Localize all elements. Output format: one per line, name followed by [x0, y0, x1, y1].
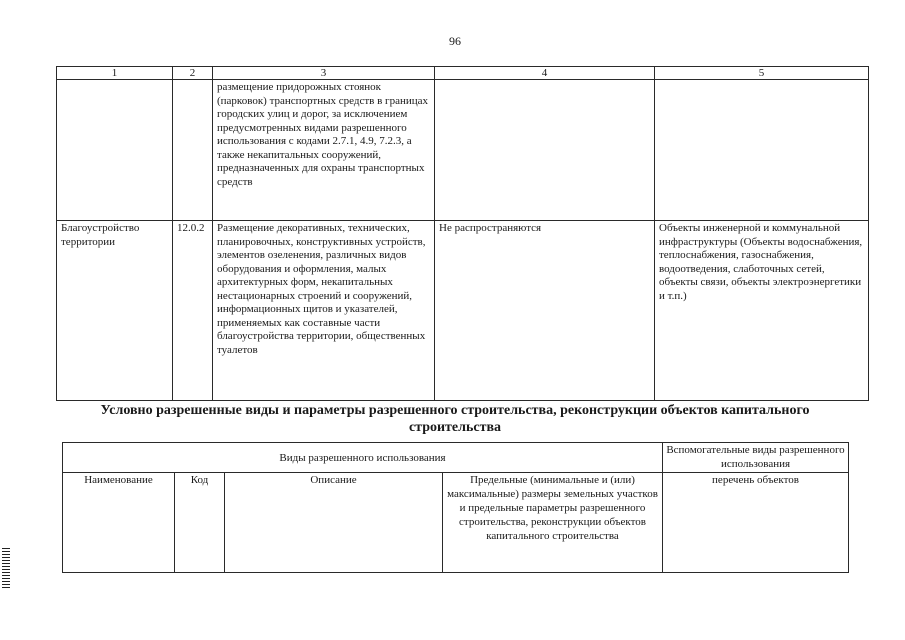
column-number-row — [57, 67, 869, 80]
column-header-row — [63, 473, 849, 573]
use-name-cell: Благоустройство территории — [57, 221, 173, 401]
use-params-cell — [435, 80, 655, 221]
aux-uses-header: Вспомогательные виды разрешенного использования — [663, 443, 849, 473]
name-column-header: Наименование — [63, 473, 175, 573]
use-aux-cell: Объекты инженерной и коммунальной инфраструктуры (Объекты водоснабжения, теплоснабжения, газоснабжения, водоотведения, слаботочных сетей, объекты связи, объекты электроэнергетики и т.п.) — [655, 221, 869, 401]
use-description-cell: Размещение декоративных, технических, планировочных, конструктивных устройств, элементов озеленения, различных видов оборудования и оформления, малых архитектурных форм, некапитальных нестационарных строений и сооружений, информационных щитов и указателей, применяемых как составные части благоустройства территории, общественных туалетов — [213, 221, 435, 401]
use-description-cell: размещение придорожных стоянок (парковок) транспортных средств в границах городских улиц и дорог, за исключением предусмотренных видами разрешенного использования с кодами 2.7.1, 4.9, 7.2.3, а также некапитальных сооружений, предназначенных для охраны транспортных средств — [213, 80, 435, 221]
page-number: 96 — [449, 34, 461, 48]
column-number-5: 5 — [655, 67, 869, 80]
objects-column-header: перечень объектов — [663, 473, 849, 573]
column-number-1: 1 — [57, 67, 173, 80]
permitted-uses-table — [56, 66, 869, 401]
scan-edge-mark — [2, 548, 10, 588]
code-column-header: Код — [175, 473, 225, 573]
conditional-uses-table — [62, 442, 849, 573]
section-heading: Условно разрешенные виды и параметры разрешенного строительства, реконструкции объектов капитального строительства — [100, 403, 810, 435]
use-params-cell: Не распространяются — [435, 221, 655, 401]
params-column-header: Предельные (минимальные и (или) максимальные) размеры земельных участков и предельные параметры разрешенного строительства, реконструкции объектов капитального строительства — [443, 473, 663, 573]
header-row — [63, 443, 849, 473]
use-aux-cell — [655, 80, 869, 221]
description-column-header: Описание — [225, 473, 443, 573]
column-number-4: 4 — [435, 67, 655, 80]
table-row — [57, 80, 869, 221]
use-code-cell: 12.0.2 — [173, 221, 213, 401]
use-name-cell — [57, 80, 173, 221]
table-row — [57, 221, 869, 401]
column-number-2: 2 — [173, 67, 213, 80]
use-types-header: Виды разрешенного использования — [63, 443, 663, 473]
use-code-cell — [173, 80, 213, 221]
column-number-3: 3 — [213, 67, 435, 80]
